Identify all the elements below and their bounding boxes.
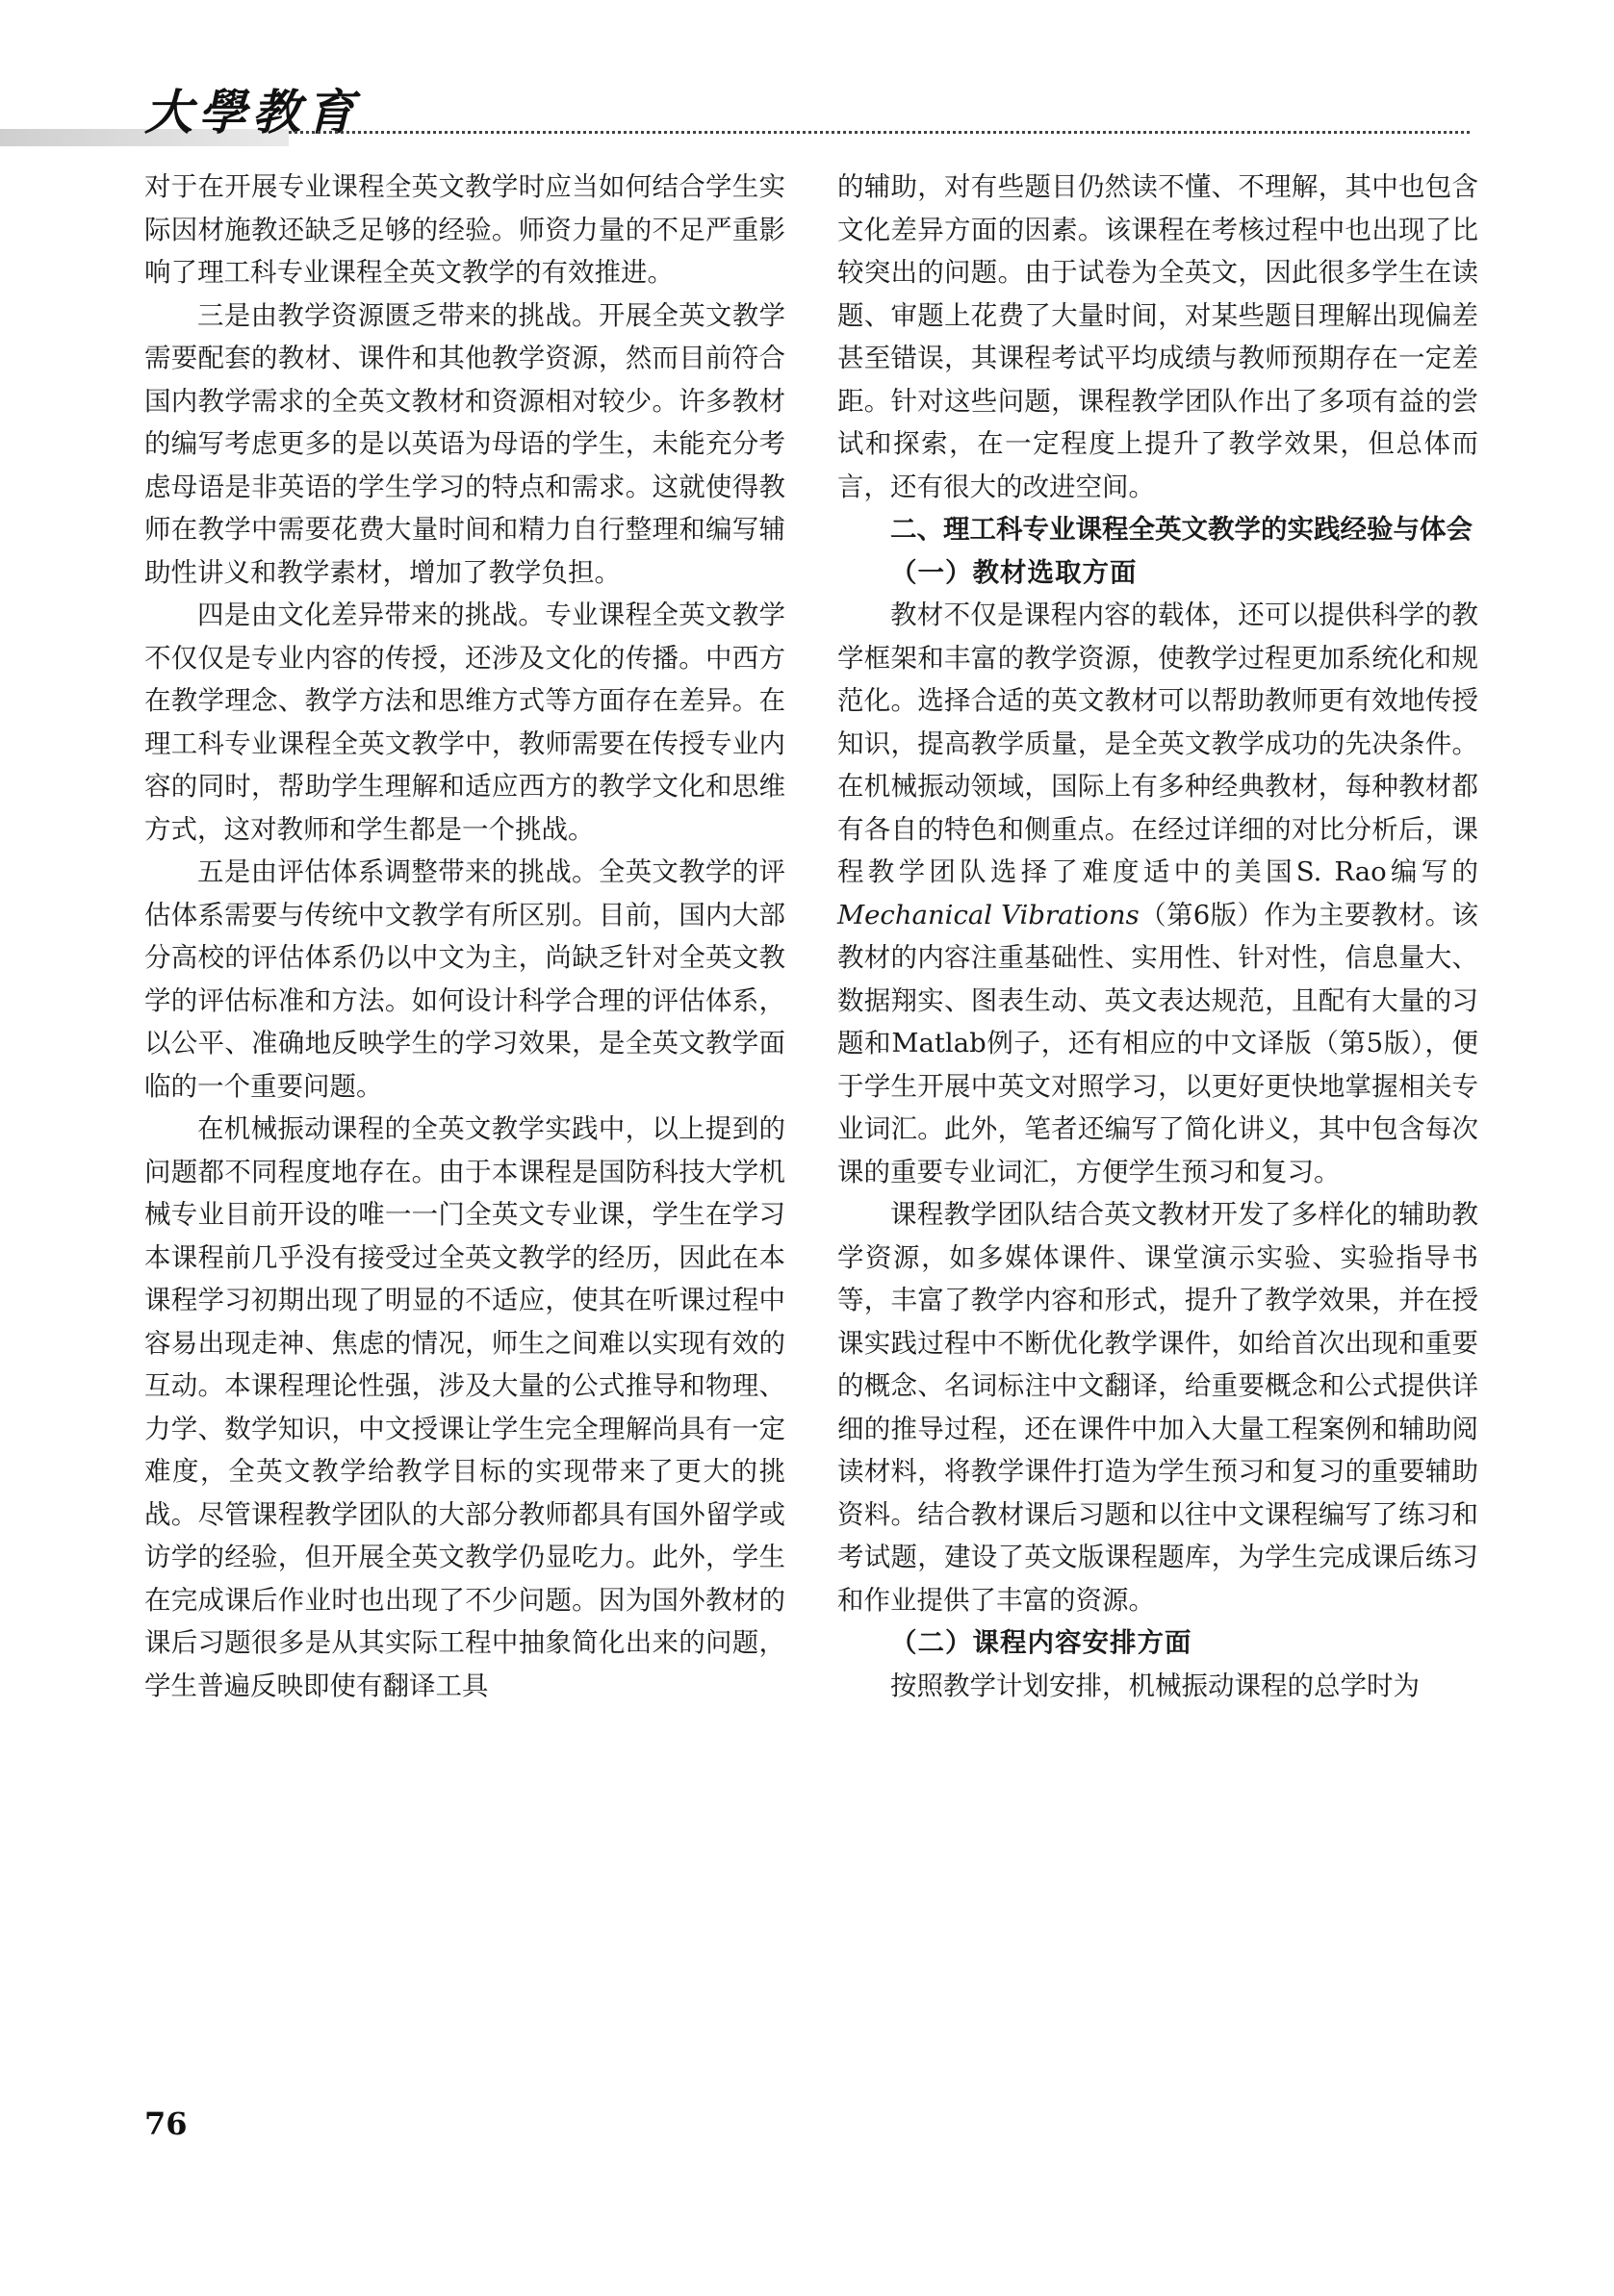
sub-heading: （一）教材选取方面 (890, 556, 1138, 588)
header-dotted-rule (289, 131, 1470, 134)
body-paragraph: 三是由教学资源匮乏带来的挑战。开展全英文教学需要配套的教材、课件和其他教学资源，然而目前符合国内教学需求的全英文教材和资源相对较少。许多教材的编写考虑更多的是以英语为母语的学生，未能充分考虑母语是非英语的学生学习的特点和需求。这就使得教师在教学中需要花费大量时间和精力自行整理和编写辅助性讲义和教学素材，增加了教学负担。 (144, 299, 785, 588)
body-paragraph: 五是由评估体系调整带来的挑战。全英文教学的评估体系需要与传统中文教学有所区别。目前，国内大部分高校的评估体系仍以中文为主，尚缺乏针对全英文教学的评估标准和方法。如何设计科学合理的评估体系，以公平、准确地反映学生的学习效果，是全英文教学面临的一个重要问题。 (144, 856, 785, 1102)
sub-heading: （二）课程内容安排方面 (890, 1627, 1192, 1658)
body-paragraph: 在机械振动课程的全英文教学实践中，以上提到的问题都不同程度地存在。由于本课程是国防科技大学机械专业目前开设的唯一一门全英文专业课，学生在学习本课程前几乎没有接受过全英文教学的经历，因此在本课程学习初期出现了明显的不适应，使其在听课过程中容易出现走神、焦虑的情况，师生之间难以实现有效的互动。本课程理论性强，涉及大量的公式推导和物理、力学、数学知识，中文授课让学生完全理解尚具有一定难度，全英文教学给教学目标的实现带来了更大的挑战。尽管课程教学团队的大部分教师都具有国外留学或访学的经验，但开展全英文教学仍显吃力。此外，学生在完成课后作业时也出现了不少问题。因为国外教材的课后习题很多是从其实际工程中抽象简化出来的问题，学生普遍反映即使有翻译工具 (144, 1113, 785, 1701)
paragraph-text: （第6版）作为主要教材。该教材的内容注重基础性、实用性、针对性，信息量大、数据翔实、图表生动、英文表达规范，且配有大量的习题和Matlab例子，还有相应的中文译版（第5版），便于学生开展中英文对照学习，以更好更快地掌握相关专业词汇。此外，笔者还编写了简化讲义，其中包含每次课的重要专业词汇，方便学生预习和复习。 (837, 899, 1479, 1187)
book-title: Mechanical Vibrations (837, 899, 1140, 931)
right-column (837, 166, 1478, 1707)
page-number: 76 (144, 2105, 188, 2142)
left-column (144, 166, 785, 1707)
paragraph-text: 教材不仅是课程内容的载体，还可以提供科学的教学框架和丰富的教学资源，使教学过程更加系统化和规范化。选择合适的英文教材可以帮助教师更有效地传授知识，提高教学质量，是全英文教学成功的先决条件。在机械振动领域，国际上有多种经典教材，每种教材都有各自的特色和侧重点。在经过详细的对比分析后，课程教学团队选择了难度适中的美国S. Rao编写的 (837, 600, 1478, 887)
body-paragraph: 按照教学计划安排，机械振动课程的总学时为 (890, 1670, 1420, 1701)
body-paragraph: 对于在开展专业课程全英文教学时应当如何结合学生实际因材施教还缺乏足够的经验。师资力量的不足严重影响了理工科专业课程全英文教学的有效推进。 (144, 171, 785, 288)
body-paragraph: 的辅助，对有些题目仍然读不懂、不理解，其中也包含文化差异方面的因素。该课程在考核过程中也出现了比较突出的问题。由于试卷为全英文，因此很多学生在读题、审题上花费了大量时间，对某些题目理解出现偏差甚至错误，其课程考试平均成绩与教师预期存在一定差距。针对这些问题，课程教学团队作出了多项有益的尝试和探索，在一定程度上提升了教学效果，但总体而言，还有很大的改进空间。 (837, 171, 1478, 502)
body-paragraph: 四是由文化差异带来的挑战。专业课程全英文教学不仅仅是专业内容的传授，还涉及文化的传播。中西方在教学理念、教学方法和思维方式等方面存在差异。在理工科专业课程全英文教学中，教师需要在传授专业内容的同时，帮助学生理解和适应西方的教学文化和思维方式，这对教师和学生都是一个挑战。 (144, 600, 785, 845)
journal-logo: 大學教育 (144, 84, 360, 140)
body-paragraph (837, 594, 1478, 1193)
section-heading: 二、理工科专业课程全英文教学的实践经验与体会 (890, 514, 1473, 545)
body-paragraph: 课程教学团队结合英文教材开发了多样化的辅助教学资源，如多媒体课件、课堂演示实验、实验指导书等，丰富了教学内容和形式，提升了教学效果，并在授课实践过程中不断优化教学课件，如给首次出现和重要的概念、名词标注中文翻译，给重要概念和公式提供详细的推导过程，还在课件中加入大量工程案例和辅助阅读材料，将教学课件打造为学生预习和复习的重要辅助资料。结合教材课后习题和以往中文课程编写了练习和考试题，建设了英文版课程题库，为学生完成课后练习和作业提供了丰富的资源。 (837, 1199, 1478, 1616)
